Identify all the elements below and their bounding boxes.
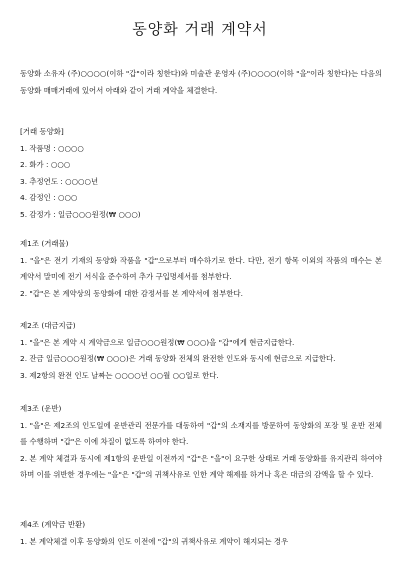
artwork-item: 1. 작품명 : ○○○○ — [20, 143, 84, 153]
article-paragraph: 2. 본 계약 체결과 동시에 제1항의 운반일 이전까지 "갑"은 "을"이 요구한 상태로 거래 동양화를 유지관리 하여야 하며 이를 위반한 경우에는 "을"은 "갑"의 귀책사유로 인한 계약 해제를 하거나 혹은 대금의 감액을 할 수 있다. — [20, 453, 382, 479]
artwork-item: 2. 화가 : ○○○ — [20, 160, 71, 169]
artwork-heading: [거래 동양화] — [20, 127, 64, 136]
article-paragraph: 1. "을"은 제2조의 인도일에 운반관리 전문가를 대동하여 "갑"의 소재지를 방문하여 동양화의 포장 및 운반 전체를 수행하며 "갑"은 이에 차질이 없도록 하여야 한다. — [20, 420, 382, 446]
artwork-item: 5. 감정가 : 일금○○○원정(₩ ○○○) — [20, 209, 141, 219]
article-heading: 제1조 (거래물) — [20, 239, 69, 248]
article-3 — [20, 401, 382, 484]
article-paragraph: 3. 제2항의 완전 인도 날짜는 ○○○○년 ○○월 ○○일로 한다. — [20, 370, 219, 380]
artwork-section — [20, 124, 382, 223]
article-heading: 제2조 (대금지급) — [20, 321, 76, 330]
article-paragraph: 1. 본 계약체결 이후 동양화의 인도 이전에 "갑"의 귀책사유로 계약이 해지되는 경우 — [20, 536, 289, 546]
artwork-item: 4. 감정인 : ○○○ — [20, 193, 78, 202]
document-title: 동양화 거래 계약서 — [132, 20, 268, 38]
article-1 — [20, 236, 382, 302]
article-heading: 제4조 (계약금 반환) — [20, 520, 86, 529]
article-heading: 제3조 (운반) — [20, 404, 62, 413]
article-paragraph: 2. 잔금 일금○○○원정(₩ ○○○)은 거래 동양화 전체의 완전한 인도와 동시에 현금으로 지급한다. — [20, 354, 336, 363]
intro-paragraph: 동양화 소유자 (주)○○○○(이하 "갑"이라 칭한다)와 미술관 운영자 (주)○○○○(이하 "을"이라 칭한다)는 다음의 동양화 매매거래에 있어서 아래와 같이 거래 계약을 체결한다. — [20, 69, 382, 95]
article-paragraph: 1. "을"은 전기 기재의 동양화 작품을 "갑"으로부터 매수하기로 한다. 다만, 전기 항목 이외의 작품의 매수는 본 계약서 말미에 전기 서식을 준수하여 추가 구입명세서를 첨부한다. — [20, 255, 382, 281]
article-paragraph: 1. "을"은 본 계약 시 계약금으로 일금○○○원정(₩ ○○○)을 "갑"에게 현금지급한다. — [20, 337, 295, 347]
artwork-item: 3. 추정연도 : ○○○○년 — [20, 176, 99, 186]
article-4 — [20, 517, 382, 550]
article-paragraph: 2. "갑"은 본 계약상의 동양화에 대한 감정서를 본 계약서에 첨부한다. — [20, 288, 243, 298]
article-2 — [20, 318, 382, 384]
